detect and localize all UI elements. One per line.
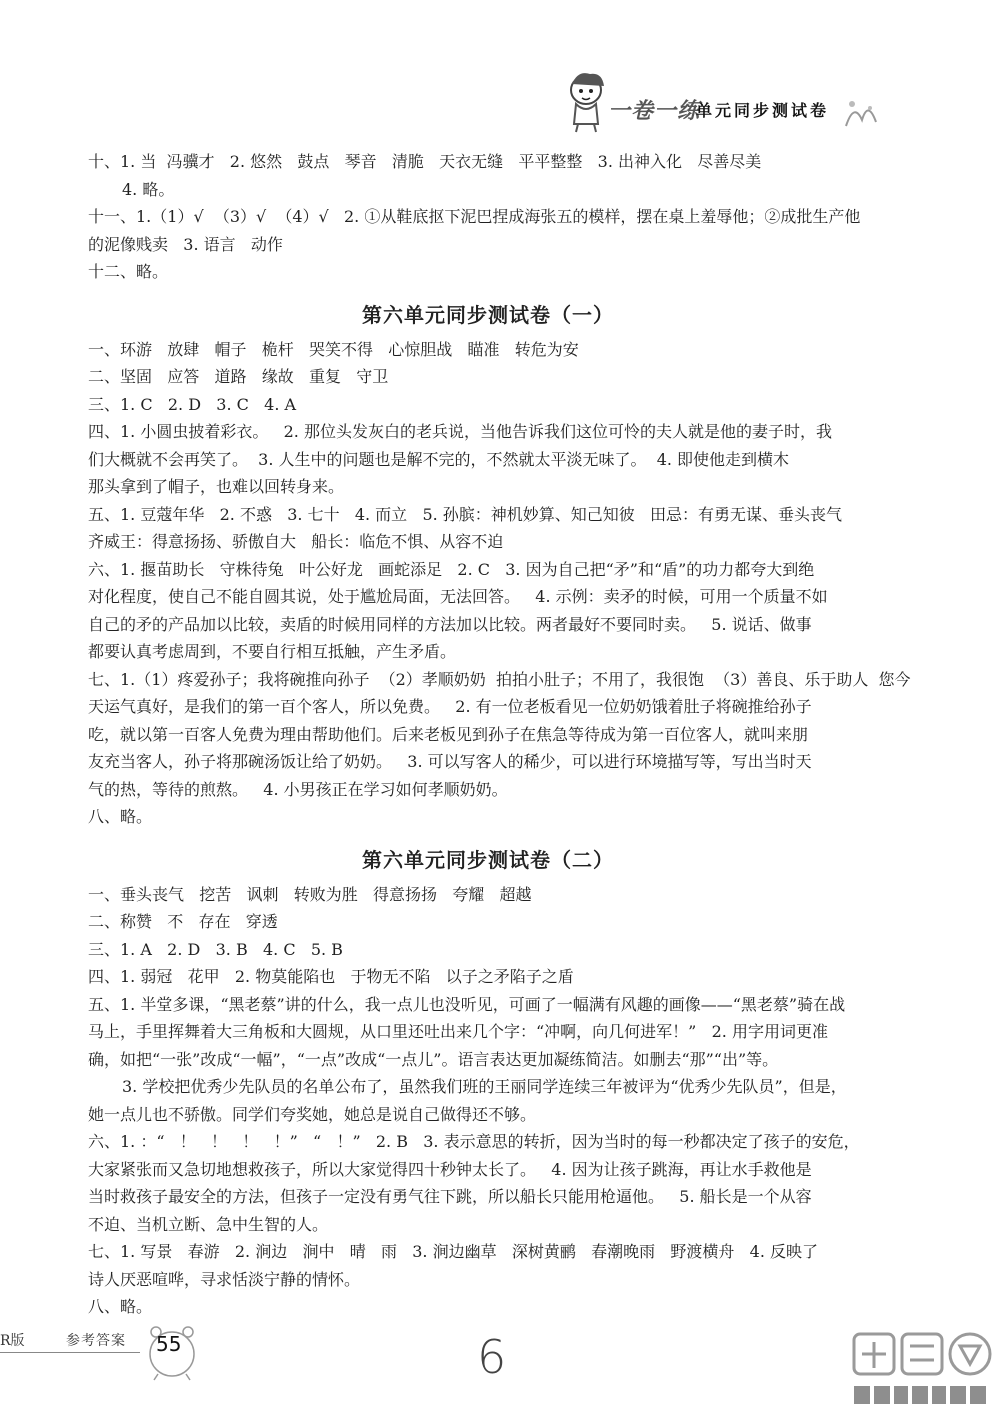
answer-line: 二、坚固 应答 道路 缘故 重复 守卫 [88,367,389,386]
answer-content [88,148,911,1321]
answer-line: 三、1. A 2. D 3. B 4. C 5. B [88,939,343,959]
answer-line: 确，如把“一张”改成“一幅”，“一点”改成“一点儿”。语言表达更加凝练简洁。如删去“那”“出”等。 [88,1049,779,1069]
answer-line: 自己的矛的产品加以比较，卖盾的时候用同样的方法加以比较。两者最好不要同时卖。 5. 说话、做事 [88,614,812,634]
carryover-answers [88,148,888,286]
answer-line: 对化程度，使自己不能自圆其说，处于尴尬局面，无法回答。 4. 示例：卖矛的时候，可用一个质量不如 [88,587,828,606]
answer-line: 六、1. ：“ ！ ！ ！ ！” “ ！” 2. B 3. 表示意思的转折，因为当时的每一秒都决定了孩子的安危， [88,1132,860,1151]
answer-line: 友充当客人，孙子将那碗汤饭让给了奶奶。 3. 可以写客人的稀少，可以进行环境描写等，写出当时天 [88,752,812,771]
answer-line: 二、称赞 不 存在 穿透 [88,912,278,931]
decoration-icon [840,92,880,132]
watermark-logo [848,1320,998,1416]
answer-line: 五、1. 半堂多课，“黑老蔡”讲的什么，我一点儿也没听见，可画了一幅满有风趣的画像——“黑老蔡”骑在战 [88,994,846,1014]
answer-line: 四、1. 小圆虫披着彩衣。 2. 那位头发灰白的老兵说，当他告诉我们这位可怜的夫人就是他的妻子时，我 [88,422,832,441]
page-number: 55 [156,1332,182,1356]
answer-line: 不迫、当机立断、急中生智的人。 [88,1214,329,1234]
section-title: 第六单元同步测试卷（二） [362,847,614,872]
answer-line: 八、略。 [88,1297,153,1316]
answer-line: 五、1. 豆蔻年华 2. 不惑 3. 七十 4. 而立 5. 孙膑：神机妙算、知己知彼 田忌：有勇无谋、垂头丧气 [88,504,843,524]
answer-line: 天运气真好，是我们的第一百个客人，所以免费。 2. 有一位老板看见一位奶奶饿着肚子将碗推给孙子 [88,697,812,716]
series-title: 单元同步测试卷 [696,101,830,120]
section-unit6-test2 [88,845,888,1321]
answer-line: 诗人厌恶喧哗，寻求恬淡宁静的情怀。 [88,1269,361,1289]
handwritten-mark: 6 [477,1330,507,1384]
answer-line: 七、1.（1）疼爱孙子；我将碗推向孙子 （2）孝顺奶奶 拍拍小肚子；不用了，我很饱 （3）善良、乐于助人 您今 [88,669,911,689]
header-brand [560,68,880,138]
answer-line: 她一点儿也不骄傲。同学们夸奖她，她总是说自己做得还不够。 [88,1104,537,1124]
footer-divider [0,1352,140,1353]
answer-line: 十二、略。 [88,262,169,281]
answer-line: 三、1. C 2. D 3. C 4. A [88,394,297,414]
answer-line: 六、1. 揠苗助长 守株待兔 叶公好龙 画蛇添足 2. C 3. 因为自己把“矛”和“盾”的功力都夸大到绝 [88,559,815,579]
answer-line: 十一、1.（1）√ （3）√ （4）√ 2. ①从鞋底抠下泥巴捏成海张五的模样，摆在桌上羞辱他；②成批生产他 [88,207,861,226]
section-unit6-test1 [88,300,911,831]
answer-line: 4. 略。 [122,179,175,199]
answer-line: 马上，手里挥舞着大三角板和大圆规，从口里还吐出来几个字：“冲啊，向几何进军！” 2. 用字用词更准 [88,1022,828,1041]
answer-line: 一、垂头丧气 挖苦 讽刺 转败为胜 得意扬扬 夸耀 超越 [88,884,532,904]
answer-line: 四、1. 弱冠 花甲 2. 物莫能陷也 于物无不陷 以子之矛陷子之盾 [88,967,574,986]
answer-line: 们大概就不会再笑了。 3. 人生中的问题也是解不完的，不然就太平淡无味了。 4. 即使他走到横木 [88,449,790,469]
series-logo: 一卷一练 [608,98,701,124]
answer-line: 八、略。 [88,807,153,826]
answer-line: 的泥像贱卖 3. 语言 动作 [88,234,283,254]
page-footer [0,1330,1000,1428]
answer-line: 3. 学校把优秀少先队员的名单公布了，虽然我们班的王丽同学连续三年被评为“优秀少先队员”，但是， [122,1077,847,1096]
answer-line: 那头拿到了帽子，也难以回转身来。 [88,477,345,496]
edition-label: R版 [0,1333,25,1349]
answer-line: 齐威王：得意扬扬、骄傲自大 船长：临危不惧、从容不迫 [88,532,504,551]
answer-line: 都要认真考虑周到，不要自行相互抵触，产生矛盾。 [88,642,457,661]
answer-line: 一、环游 放肆 帽子 桅杆 哭笑不得 心惊胆战 瞄准 转危为安 [88,339,579,359]
answer-line: 十、1. 当 冯骥才 2. 悠然 鼓点 琴音 清脆 天衣无缝 平平整整 3. 出神入化 尽善尽美 [88,152,762,171]
answer-label: 参考答案 [66,1333,126,1349]
answer-line: 吃，就以第一百客人免费为理由帮助他们。后来老板见到孙子在焦急等待成为第一百位客人，就叫来朋 [88,724,809,744]
section-title: 第六单元同步测试卷（一） [362,302,614,327]
answer-line: 气的热，等待的煎熬。 4. 小男孩正在学习如何孝顺奶奶。 [88,779,508,799]
answer-line: 七、1. 写景 春游 2. 涧边 涧中 晴 雨 3. 涧边幽草 深树黄鹂 春潮晚雨 野渡横舟 4. 反映了 [88,1242,818,1261]
answer-line: 当时救孩子最安全的方法，但孩子一定没有勇气往下跳，所以船长只能用枪逼他。 5. 船长是一个从容 [88,1187,812,1206]
answer-line: 大家紧张而又急切地想救孩子，所以大家觉得四十秒钟太长了。 4. 因为让孩子跳海，再让水手救他是 [88,1159,812,1179]
